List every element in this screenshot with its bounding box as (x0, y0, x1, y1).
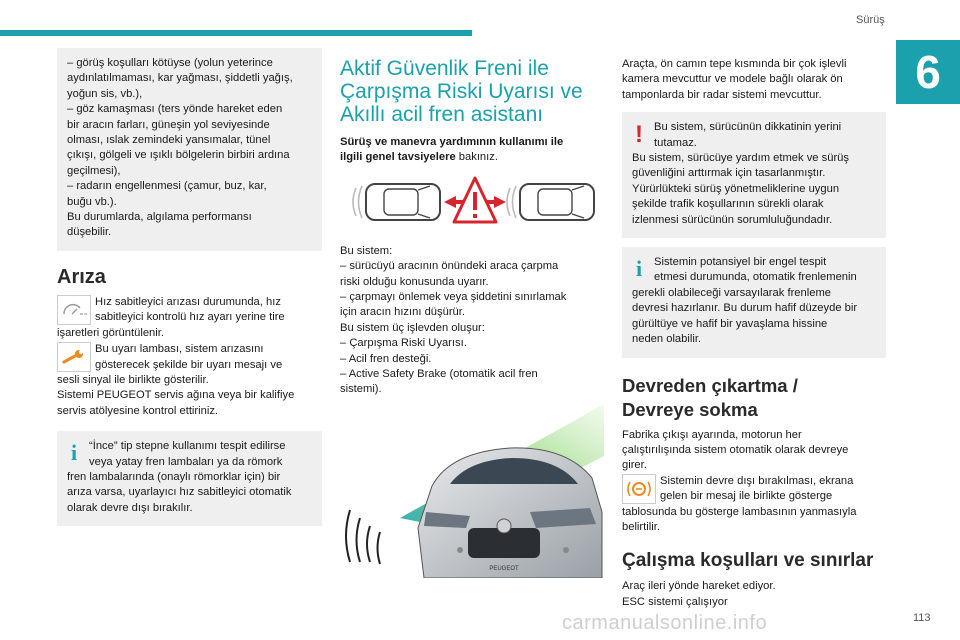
info-line: olarak devre dışı bırakılır. (67, 501, 193, 514)
reference-rest: bakınız. (455, 151, 498, 164)
info-line: etmesi durumunda, otomatik frenlemenin (654, 271, 857, 284)
system-description (340, 244, 602, 398)
warning-line: tutamaz. (654, 136, 697, 149)
active-safety-brake-icon (622, 474, 656, 504)
box-line: – radarın engellenmesi (çamur, buz, kar, (67, 180, 267, 193)
intro-line: tamponlarda bir radar sistemi mevcuttur. (622, 88, 822, 101)
deactivation-text (622, 428, 886, 474)
text-line: tablosunda bu gösterge lambasının yanmasıyla (622, 505, 857, 518)
spare-wheel-info-box (57, 431, 322, 526)
box-line: yoğun sis, vb.), (67, 87, 143, 100)
header-bar (0, 30, 472, 36)
sensor-waves (346, 510, 380, 564)
info-line: neden olabilir. (632, 333, 702, 346)
info-line: arıza varsa, uyarlayıcı hız sabitleyici otomatik (67, 486, 292, 499)
text-line: Sistemi PEUGEOT servis ağına veya bir kalifiye (57, 389, 295, 402)
text-line: çalıştırılışında sistem otomatik olarak devreye (622, 443, 849, 456)
box-line: buğu vb.). (67, 195, 117, 208)
box-line: aydınlatılmaması, kar yağması, şiddetli yağış, (67, 72, 293, 85)
heading-line: Devreden çıkartma / (622, 374, 798, 396)
page-number: 113 (913, 612, 931, 624)
motion-lines-left (353, 186, 362, 218)
reference-paragraph (340, 135, 602, 166)
box-line: düşebilir. (67, 226, 112, 239)
brake-preparation-info-box (622, 247, 886, 357)
section-title: Sürüş (856, 14, 885, 26)
car-radar-illustration (340, 400, 604, 578)
box-line: – göz kamaşması (ters yönde hareket eden (67, 103, 283, 116)
box-line: – görüş koşulları kötüyse (yolun yeterince (67, 57, 273, 69)
responsibility-warning-box (622, 112, 886, 238)
conditions-heading: Çalışma koşulları ve sınırlar (622, 550, 874, 572)
front-car-icon (520, 184, 594, 220)
info-line: veya yatay fren lambaları ya da römork (89, 455, 283, 468)
body-line: – çarpmayı önlemek veya şiddetini sınırlamak (340, 291, 567, 304)
info-line: fren lambalarında (onaylı römorklar için) bir (67, 470, 281, 483)
info-line: “İnce” tip stepne kullanımı tespit edilirse (89, 440, 286, 453)
body-line: – Acil fren desteği. (340, 352, 432, 365)
page-title-line: Aktif Güvenlik Freni ile (340, 57, 549, 80)
service-wrench-icon (57, 342, 91, 372)
body-line: – Çarpışma Riski Uyarısı. (340, 337, 467, 350)
warning-line: Yürürlükteki sürüş yönetmeliklerine uygun (632, 182, 840, 195)
text-line: Araç ileri yönde hareket ediyor. (622, 580, 776, 593)
car-badge-text: PEUGEOT (489, 566, 519, 572)
reference-bold: ilgili genel tavsiyelere (340, 151, 456, 164)
text-line: servis atölyesine kontrol ettiriniz. (57, 404, 219, 417)
info-line: gürültüye ve hafif bir yavaşlama hissine (632, 317, 828, 330)
text-line: Fabrika çıkışı ayarında, motorun her (622, 428, 802, 441)
rear-car-icon (366, 184, 440, 220)
box-line: çıkışı, gölgeli ve ışıklı bölgelerin birbiri ardına (67, 149, 290, 162)
intro-line: kamera mevcuttur ve modele bağlı olarak ön (622, 73, 843, 86)
warning-exclamation-icon: ! (635, 120, 643, 148)
text-line: belirtilir. (622, 520, 660, 533)
body-line: – sürücüyü aracının önündeki araca çarpma (340, 260, 559, 273)
deactivation-lamp-paragraph (622, 474, 886, 505)
column-2 (340, 57, 602, 398)
box-line: olması, ıslak zemindeki yansımalar, tünel (67, 134, 271, 147)
motion-lines-middle (507, 186, 516, 218)
body-line: için aracın hızını düşürür. (340, 306, 465, 319)
heading-line: Devreye sokma (622, 398, 758, 420)
deactivation-heading (622, 374, 886, 422)
chapter-number: 6 (896, 40, 960, 104)
text-line: girer. (622, 459, 647, 472)
info-icon: i (70, 440, 78, 466)
warning-lamp-paragraph (57, 342, 322, 373)
box-line: bir aracın farları, güneşin yol seviyesinde (67, 118, 270, 131)
car-front (418, 448, 602, 578)
info-line: devresi hazırlanır. Bu durum hafif düzeyde bir (632, 302, 858, 315)
text-line: ESC sistemi çalışıyor (622, 595, 728, 608)
reference-bold: Sürüş ve manevra yardımının kullanımı ile (340, 136, 564, 148)
info-first-lines (632, 255, 876, 286)
body-line: riski olduğu konusunda uyarır. (340, 275, 489, 288)
fault-heading: Arıza (57, 265, 106, 288)
warning-line: Bu sistem, sürücünün dikkatinin yerini (654, 121, 842, 134)
box-line: Bu durumlarda, algılama performansı (67, 211, 252, 224)
text-line: sabitleyici kontrolü hız ayarı yerine tire (95, 311, 285, 324)
collision-diagram (340, 174, 602, 230)
warning-line: şekilde trafik koşullarının sürekli olarak (632, 198, 824, 211)
page-title-line: Akıllı acil fren asistanı (340, 103, 544, 126)
body-line: Bu sistem: (340, 244, 393, 257)
text-line: Sistemin devre dışı bırakılması, ekrana (660, 474, 854, 487)
cruise-speed-dashes-icon (57, 295, 91, 325)
info-first-lines (67, 439, 312, 470)
warning-line: izlenmesi sürücünün sorumluluğundadır. (632, 213, 833, 226)
info-icon: i (635, 256, 643, 282)
body-line: Bu sistem üç işlevden oluşur: (340, 321, 485, 334)
warning-first-lines (632, 120, 876, 151)
info-line: gerekli olabileceği varsayılarak frenleme (632, 286, 831, 299)
warning-line: güvenliğini arttırmak için tasarlanmıştır. (632, 167, 826, 180)
text-line: işaretleri görüntülenir. (57, 326, 164, 339)
page-title-line: Çarpışma Riski Uyarısı ve (340, 80, 583, 103)
column-1 (57, 48, 322, 526)
text-line: gelen bir mesaj ile birlikte gösterge (660, 490, 833, 503)
watermark: carmanualsonline.info (562, 612, 768, 634)
body-line: – Active Safety Brake (otomatik acil fren (340, 368, 538, 381)
body-line: sistemi). (340, 383, 382, 396)
warning-line: Bu sistem, sürücüye yardım etmek ve sürüş (632, 152, 849, 165)
cruise-fault-paragraph (57, 295, 322, 326)
text-line: gösterecek şekilde bir uyarı mesajı ve (95, 358, 283, 371)
limitations-box (57, 48, 322, 251)
text-line: Hız sabitleyici arızası durumunda, hız (95, 295, 281, 308)
text-line: Bu uyarı lambası, sistem arızasını (95, 343, 264, 356)
column-3 (622, 57, 886, 610)
info-line: Sistemin potansiyel bir engel tespit (654, 256, 827, 269)
intro-line: Araçta, ön camın tepe kısmında bir çok işlevli (622, 58, 847, 70)
text-line: sesli sinyal ile birlikte gösterilir. (57, 373, 209, 386)
box-line: geçilmesi), (67, 164, 121, 177)
